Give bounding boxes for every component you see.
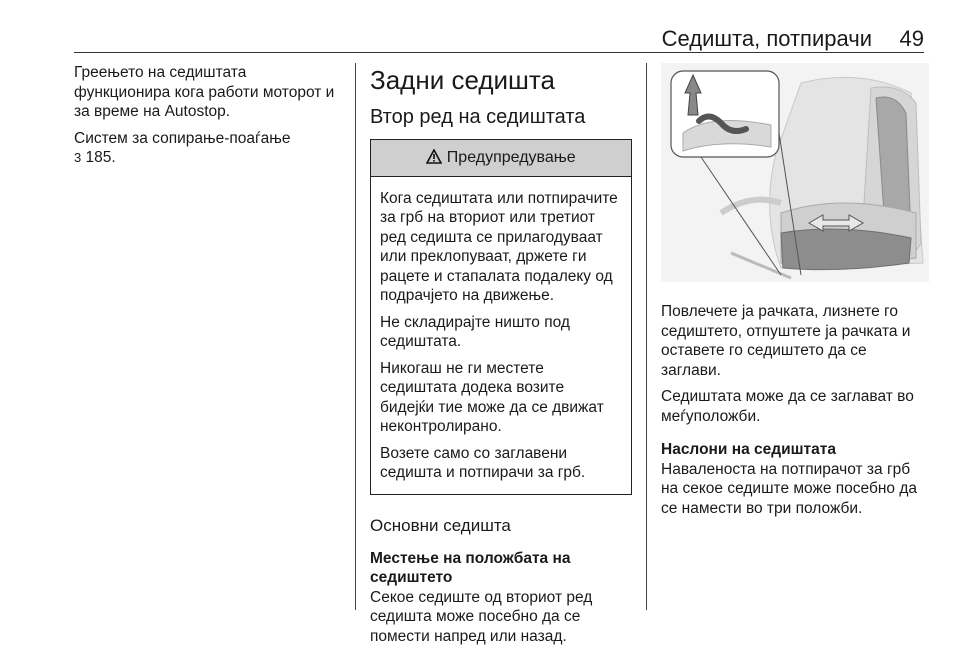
right-column xyxy=(661,63,929,525)
page-reference: 185. xyxy=(85,149,116,166)
heating-autostop-text: Греењето на седиштата функционира кога работи моторот и за време на Autostop. xyxy=(74,64,335,120)
warning-body xyxy=(371,177,631,494)
middle-column xyxy=(370,63,632,653)
intermediate-positions-text: Седиштата може да се заглават во меѓуположби. xyxy=(661,388,914,425)
warning-box xyxy=(370,139,632,495)
warning-paragraph: Кога седиштата или потпирачите за грб на вториот или третиот ред седишта се прилагодуваат или преклопуваат, држете ги рацете и стапалата подалеку од подрачјето на движење. xyxy=(380,189,618,304)
seat-position-heading: Местење на положбата на седиштето xyxy=(370,549,571,586)
header-rule xyxy=(74,52,924,53)
page-number: 49 xyxy=(899,26,924,51)
backrest-heading: Наслони на седиштата xyxy=(661,441,836,458)
page-reference-icon: 3 xyxy=(74,150,82,165)
header-title: Седишта, потпирачи xyxy=(661,26,872,51)
warning-paragraph: Никогаш не ги местете седиштата додека возите бидејќи тие може да се движат неконтролирано. xyxy=(380,359,604,435)
seat-adjustment-illustration xyxy=(661,63,929,282)
left-column xyxy=(74,63,344,175)
column-divider xyxy=(646,63,647,610)
lever-instruction-text: Повлечете ја рачката, лизнете го седиштето, отпуштете ја рачката и оставете го седиштето да се заглави. xyxy=(661,303,911,379)
warning-paragraph: Не складирајте ништо под седиштата. xyxy=(380,313,570,350)
warning-header xyxy=(371,140,631,177)
seat-position-text: Секое седиште од вториот ред седишта може посебно да се помести напред или назад. xyxy=(370,588,593,645)
stop-start-reference xyxy=(74,129,344,168)
section-subheading: Втор ред на седиштата xyxy=(370,106,586,128)
basic-seats-heading: Основни седишта xyxy=(370,515,511,535)
warning-title: Предупредување xyxy=(446,149,576,166)
warning-triangle-icon xyxy=(426,149,442,164)
warning-paragraph: Возете само со заглавени седишта и потпирачи за грб. xyxy=(380,444,586,481)
column-divider xyxy=(355,63,356,610)
section-heading: Задни седишта xyxy=(370,65,555,95)
stop-start-label: Систем за сопирање-поаѓање xyxy=(74,129,291,147)
seat-illustration-drawing xyxy=(661,63,929,282)
backrest-text: Наваленоста на потпирачот за грб на секое седиште може посебно да се намести во три положби. xyxy=(661,460,918,517)
